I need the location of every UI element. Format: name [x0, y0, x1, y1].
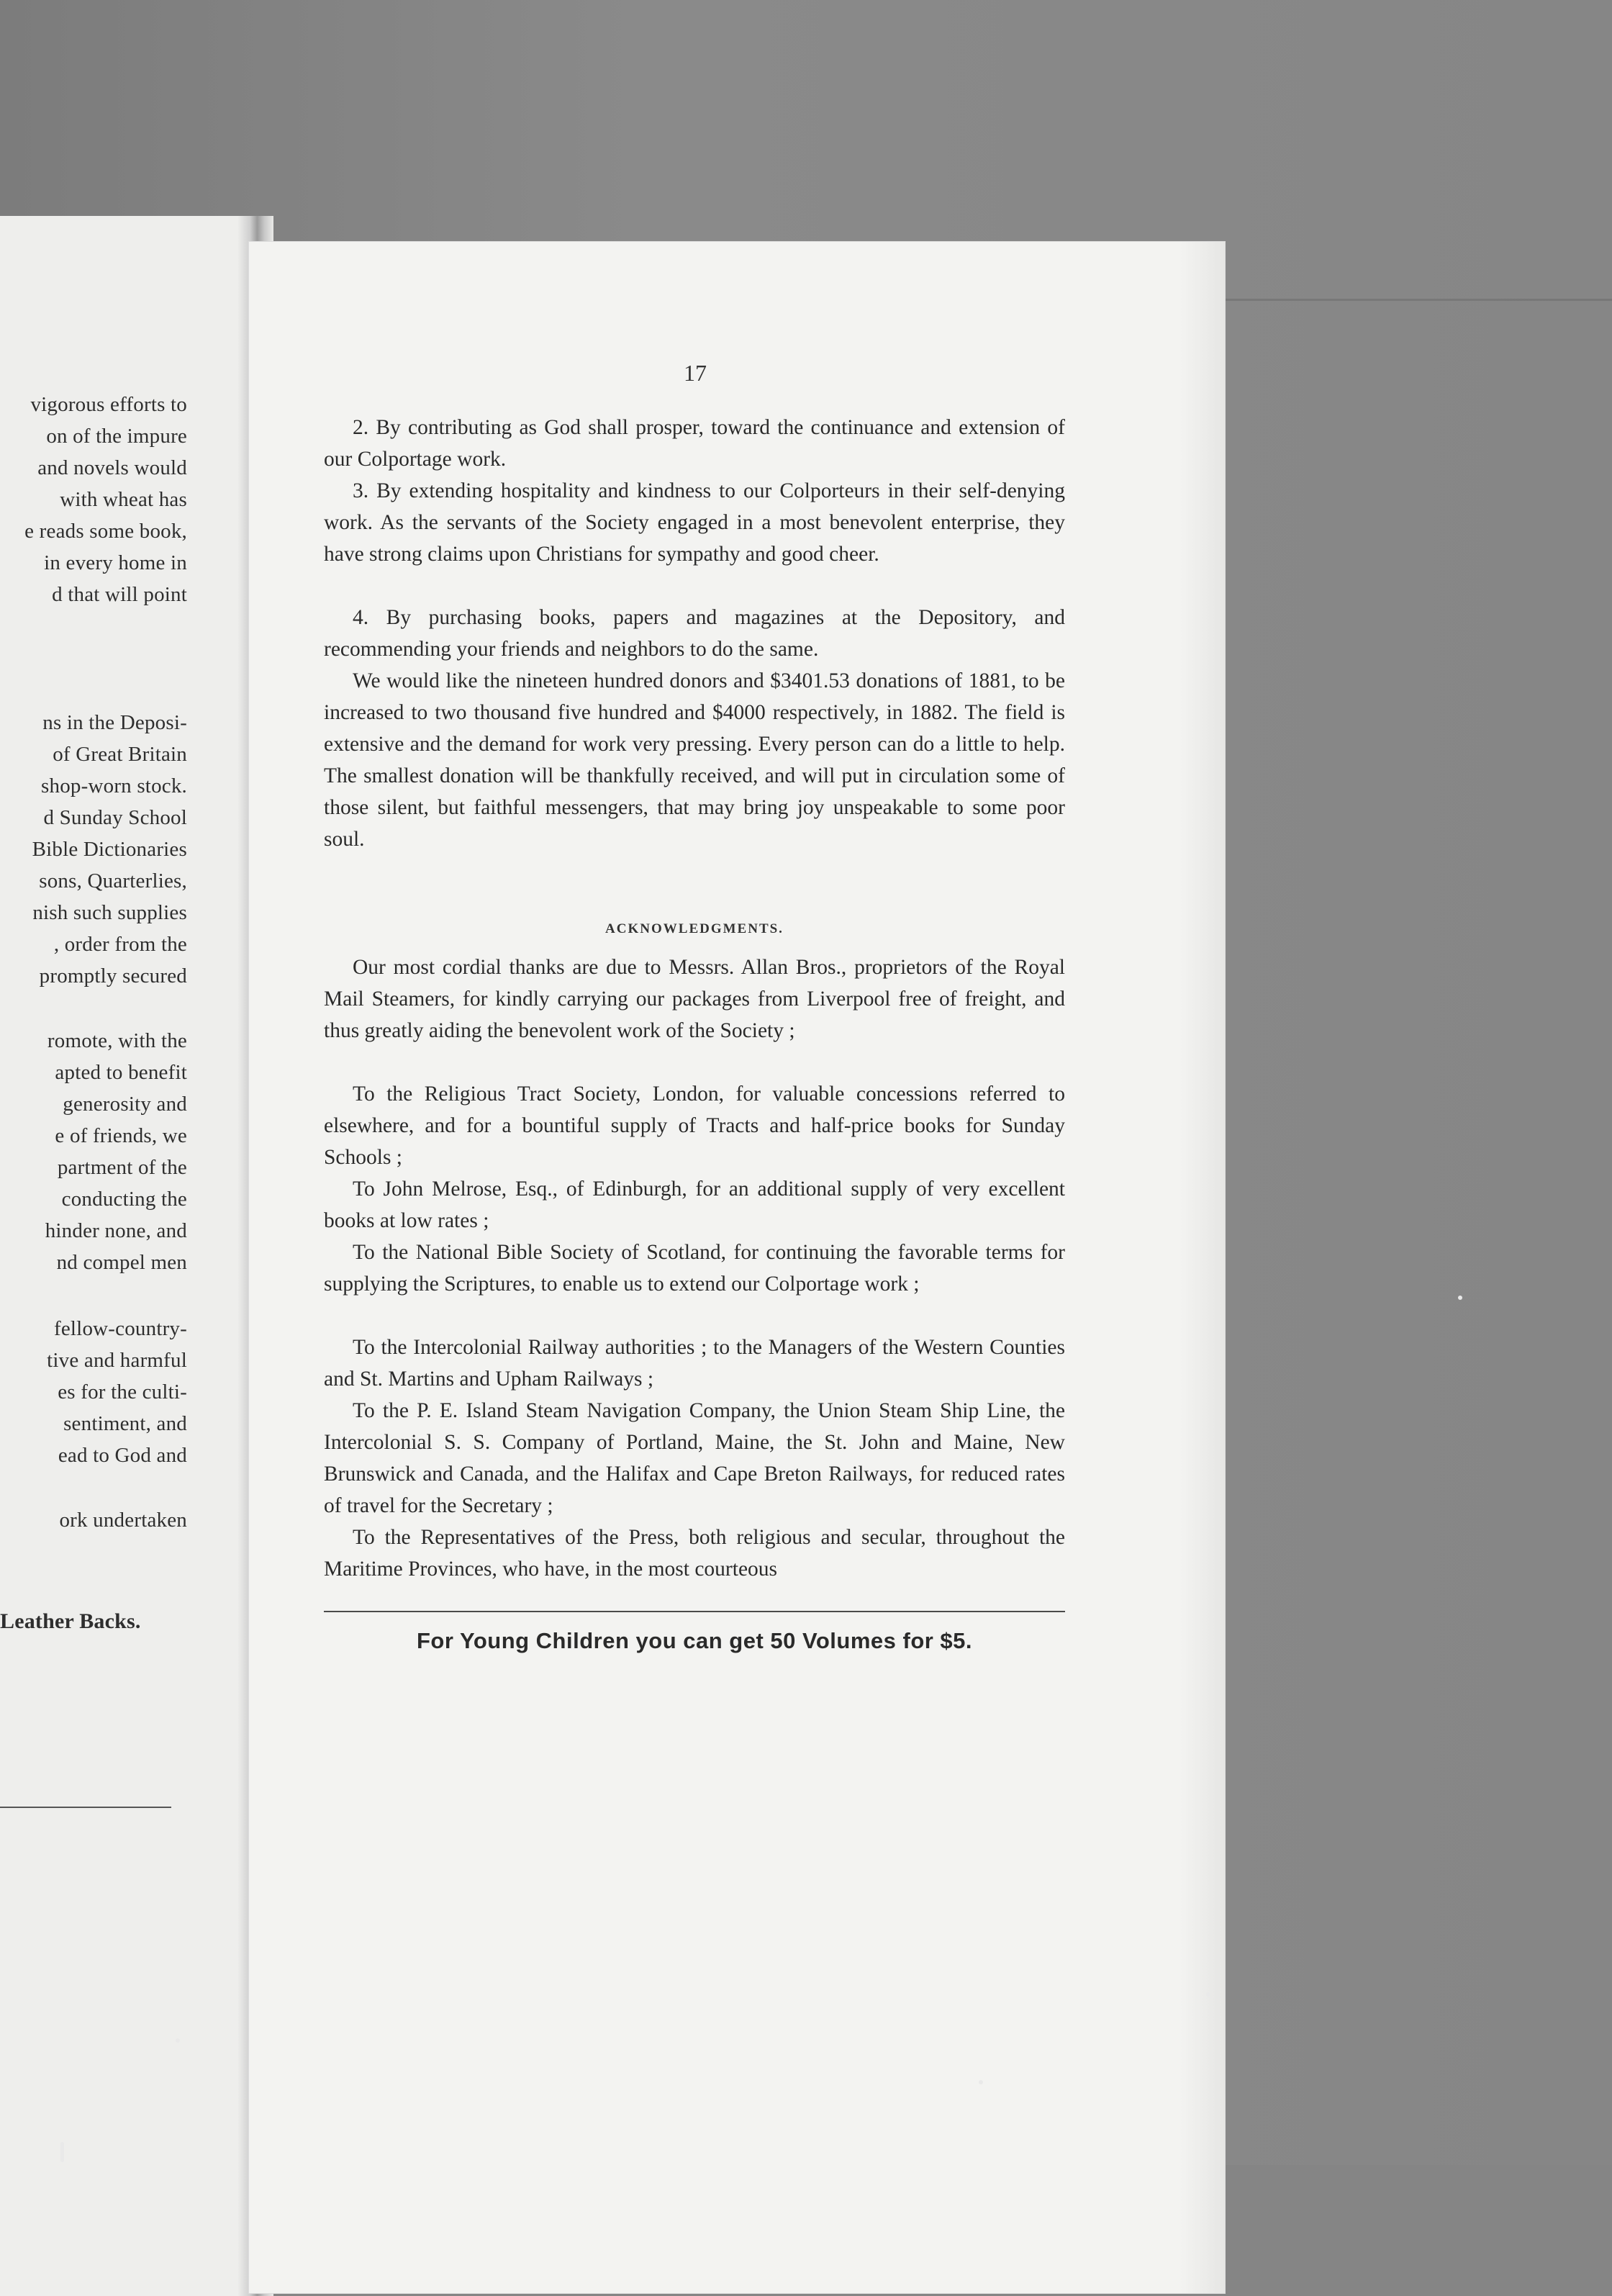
left-line: romote, with the [47, 1029, 187, 1052]
acknowledgments-heading: ACKNOWLEDGMENTS. [605, 921, 784, 936]
ack-paragraph: To the P. E. Island Steam Navigation Company, the Union Steam Ship Line, the Intercolonial S. S. Company of Portland, Maine, the St. John and Maine, New Brunswick and Canada, and the Halifax and Cape Breton Railways, for reduced rates of travel for the Secretary ; [324, 1399, 1065, 1517]
left-line: on of the impure [46, 425, 187, 448]
left-line: partment of the [57, 1156, 187, 1179]
page-edge-shadow [1180, 242, 1225, 2293]
ack-paragraph: Our most cordial thanks are due to Messrs. Allan Bros., proprietors of the Royal Mail Steamers, for kindly carrying our packages from Liverpool free of freight, and thus greatly aiding the benevolent work of the Society ; [324, 956, 1065, 1042]
left-line: fellow-country- [54, 1317, 187, 1340]
paragraph: 2. By contributing as God shall prosper, toward the continuance and extension of our Colportage work. [324, 416, 1065, 471]
ack-paragraph: To the National Bible Society of Scotland, for continuing the favorable terms for supplying the Scriptures, to enable us to extend our Colportage work ; [324, 1241, 1065, 1296]
scan-speck [60, 2142, 64, 2162]
ack-paragraph: To the Intercolonial Railway authorities ; to the Managers of the Western Counties and St. Martins and Upham Railways ; [324, 1336, 1065, 1391]
left-line: ns in the Deposi- [42, 711, 187, 734]
left-line: e reads some book, [24, 520, 187, 543]
left-facing-page [0, 216, 253, 2296]
paragraph: 4. By purchasing books, papers and magazines at the Depository, and recommending your friends and neighbors to do the same. [324, 606, 1065, 661]
scan-speck [1206, 1992, 1210, 1997]
scan-artifact-line [1223, 299, 1612, 301]
left-line: d that will point [52, 583, 187, 606]
paragraph: We would like the nineteen hundred donors and $3401.53 donations of 1881, to be increased to two thousand five hundred and $4000 respectively, in 1882. The field is extensive and the demand for work very pressing. Every person can do a little to help. The smallest donation will be thankfully received, and will put in circulation some of those silent, but faithful messengers, that may bring joy unspeakable to some poor soul. [324, 669, 1065, 851]
left-line: e of friends, we [55, 1124, 187, 1147]
left-line: with wheat has [60, 488, 187, 511]
left-line: and novels would [37, 456, 187, 479]
left-line: in every home in [44, 551, 187, 574]
left-line: Bible Dictionaries [32, 838, 187, 861]
left-line: nish such supplies [32, 901, 187, 924]
footer-advertisement: For Young Children you can get 50 Volumes for $5. [416, 1628, 973, 1653]
scan-speck [1458, 1296, 1462, 1300]
left-line: ead to God and [58, 1444, 187, 1467]
ack-paragraph: To the Religious Tract Society, London, for valuable concessions referred to elsewhere, and for a bountiful supply of Tracts and half-price books for Sunday Schools ; [324, 1083, 1065, 1169]
left-line: conducting the [61, 1188, 187, 1211]
left-line: shop-worn stock. [41, 774, 187, 797]
left-line: sentiment, and [63, 1412, 187, 1435]
left-line: promptly secured [39, 964, 187, 987]
footer-rule [324, 1611, 1065, 1612]
left-line: apted to benefit [55, 1061, 187, 1084]
left-line: sons, Quarterlies, [39, 869, 187, 892]
left-line: generosity and [63, 1093, 187, 1116]
left-line: ork undertaken [59, 1509, 187, 1532]
left-line: , order from the [53, 933, 187, 956]
left-page-footer: Leather Backs. [0, 1609, 141, 1633]
left-page-rule [0, 1807, 171, 1808]
left-line: vigorous efforts to [30, 393, 187, 416]
left-line: hinder none, and [45, 1219, 187, 1242]
left-line: of Great Britain [53, 743, 187, 766]
scan-speck [176, 2038, 180, 2043]
left-line: nd compel men [56, 1251, 187, 1274]
left-line: tive and harmful [47, 1349, 187, 1372]
scan-speck [979, 2080, 983, 2084]
paragraph: 3. By extending hospitality and kindness to our Colporteurs in their self-denying work. As the servants of the Society engaged in a most benevolent enterprise, they have strong claims upon Christians for sympathy and good cheer. [324, 479, 1065, 566]
page-number: 17 [684, 360, 707, 386]
ack-paragraph: To the Representatives of the Press, both religious and secular, throughout the Maritime Provinces, who have, in the most courteous [324, 1526, 1065, 1581]
ack-paragraph: To John Melrose, Esq., of Edinburgh, for an additional supply of very excellent books at low rates ; [324, 1178, 1065, 1232]
left-line: es for the culti- [58, 1380, 187, 1404]
left-line: d Sunday School [43, 806, 187, 829]
